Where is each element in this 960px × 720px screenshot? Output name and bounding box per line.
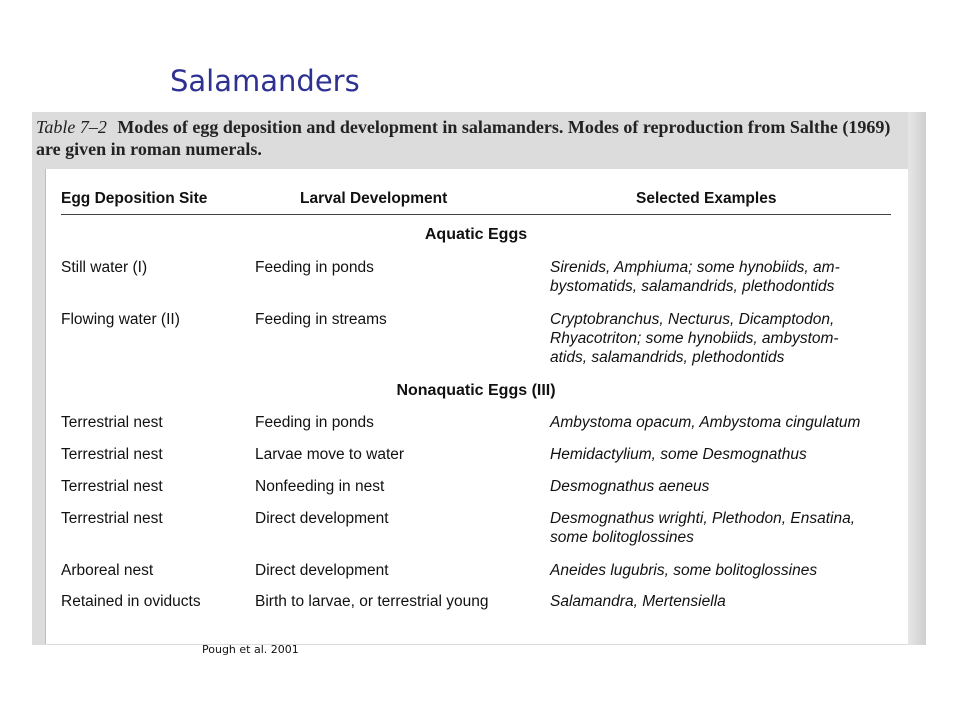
source-citation: Pough et al. 2001 bbox=[202, 643, 299, 656]
examples-line-1: Hemidactylium, some Desmognathus bbox=[550, 446, 807, 463]
cell-site: Terrestrial nest bbox=[61, 510, 163, 527]
cell-site: Arboreal nest bbox=[61, 562, 154, 579]
cell-site: Terrestrial nest bbox=[61, 446, 163, 463]
examples-line-1: Desmognathus aeneus bbox=[550, 478, 710, 495]
cell-examples bbox=[550, 413, 890, 432]
header-deposition-site: Egg Deposition Site bbox=[61, 190, 208, 207]
table-panel bbox=[45, 169, 908, 644]
header-larval-development: Larval Development bbox=[300, 190, 448, 207]
table-label: Table 7–2 bbox=[36, 117, 107, 137]
cell-site: Flowing water (II) bbox=[61, 311, 180, 328]
cell-development: Birth to larvae, or terrestrial young bbox=[255, 593, 489, 610]
cell-examples bbox=[550, 509, 890, 547]
examples-line-2: bystomatids, salamandrids, plethodontids bbox=[550, 278, 835, 295]
slide-title: Salamanders bbox=[170, 64, 360, 98]
cell-development: Larvae move to water bbox=[255, 446, 405, 463]
group-nonaquatic-eggs: Nonaquatic Eggs (III) bbox=[396, 382, 556, 399]
examples-line-1: Sirenids, Amphiuma; some hynobiids, am- bbox=[550, 259, 840, 276]
cell-development: Feeding in ponds bbox=[255, 259, 374, 276]
cell-examples bbox=[550, 477, 890, 496]
examples-line-2: Rhyacotriton; some hynobiids, ambystom- bbox=[550, 330, 839, 347]
examples-line-2: some bolitoglossines bbox=[550, 529, 694, 546]
header-selected-examples: Selected Examples bbox=[636, 190, 777, 207]
examples-line-1: Ambystoma opacum, Ambystoma cingulatum bbox=[550, 414, 861, 431]
cell-development: Nonfeeding in nest bbox=[255, 478, 385, 495]
table-caption-text: Modes of egg deposition and development in salamanders. Modes of reproduction from Salthe (1969) are given in roman numerals. bbox=[36, 117, 891, 159]
group-aquatic-eggs: Aquatic Eggs bbox=[424, 226, 528, 243]
scanned-table-image bbox=[32, 112, 926, 645]
cell-site: Still water (I) bbox=[61, 259, 148, 276]
cell-site: Retained in oviducts bbox=[61, 593, 201, 610]
table-caption bbox=[36, 116, 916, 160]
cell-examples bbox=[550, 561, 890, 580]
examples-line-1: Desmognathus wrighti, Plethodon, Ensatina, bbox=[550, 510, 856, 527]
cell-examples bbox=[550, 310, 890, 367]
cell-development: Feeding in ponds bbox=[255, 414, 374, 431]
cell-development: Direct development bbox=[255, 510, 389, 527]
cell-examples bbox=[550, 592, 890, 611]
cell-development: Direct development bbox=[255, 562, 389, 579]
header-rule bbox=[61, 214, 891, 215]
cell-site: Terrestrial nest bbox=[61, 478, 163, 495]
cell-examples bbox=[550, 258, 890, 296]
examples-line-1: Cryptobranchus, Necturus, Dicamptodon, bbox=[550, 311, 835, 328]
cell-development: Feeding in streams bbox=[255, 311, 387, 328]
examples-line-3: atids, salamandrids, plethodontids bbox=[550, 349, 785, 366]
cell-site: Terrestrial nest bbox=[61, 414, 163, 431]
examples-line-1: Salamandra, Mertensiella bbox=[550, 593, 726, 610]
examples-line-1: Aneides lugubris, some bolitoglossines bbox=[550, 562, 818, 579]
cell-examples bbox=[550, 445, 890, 464]
